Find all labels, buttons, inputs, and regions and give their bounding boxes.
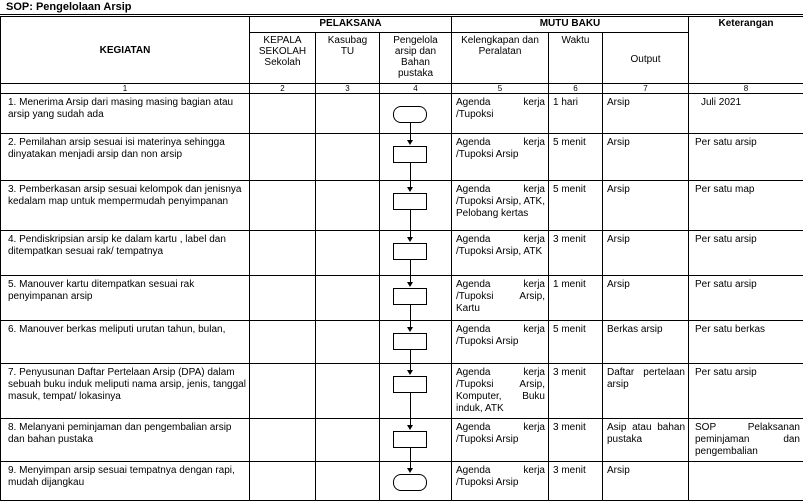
kelengkapan-first-line [456,234,545,246]
kelengkapan-first-line [456,279,545,291]
flowchart-process [393,243,427,260]
kelengkapan-word: Agenda [456,367,490,379]
waktu-cell: 3 menit [549,462,603,501]
kegiatan-cell: 4. Pendiskripsian arsip ke dalam kartu , label dan ditempatkan sesuai rak/ tempatnya [1,231,250,276]
header-kasubag-tu [316,33,380,84]
kasubag-tu-cell [316,231,380,276]
column-number: 7 [603,84,689,94]
kelengkapan-cell [452,321,549,364]
flowchart-process [393,431,427,448]
kegiatan-cell: 5. Manouver kartu ditempatkan sesuai rak penyimpanan arsip [1,276,250,321]
kelengkapan-cell [452,419,549,462]
header-kepala-line: Sekolah [250,57,315,68]
waktu-cell: 3 menit [549,364,603,419]
kepala-sekolah-cell [250,181,316,231]
table-row [1,134,803,181]
waktu-cell: 5 menit [549,321,603,364]
header-keterangan: Keterangan [689,17,803,84]
kepala-sekolah-cell [250,276,316,321]
output-cell: Arsip [603,276,689,321]
kepala-sekolah-cell [250,231,316,276]
kasubag-tu-cell [316,181,380,231]
header-pengelola-arsip [380,33,452,84]
kasubag-tu-cell [316,134,380,181]
pengelola-flow-cell [380,321,452,364]
sop-table [0,16,803,501]
kelengkapan-rest: /Tupoksi Arsip, Kartu [456,291,545,315]
pengelola-flow-cell [380,276,452,321]
kasubag-tu-cell [316,364,380,419]
kepala-sekolah-cell [250,364,316,419]
kelengkapan-first-line [456,137,545,149]
kelengkapan-rest: /Tupoksi Arsip, ATK, Pelobang kertas [456,196,545,220]
kasubag-tu-cell [316,462,380,501]
table-row [1,419,803,462]
pengelola-flow-cell [380,231,452,276]
kegiatan-cell: 6. Manouver berkas meliputi urutan tahun, bulan, [1,321,250,364]
kelengkapan-first-line [456,184,545,196]
output-cell: Arsip [603,94,689,134]
header-pelaksana: PELAKSANA [250,17,452,33]
flowchart-connector [410,260,411,276]
flowchart-arrowhead [407,282,413,287]
waktu-cell: 5 menit [549,181,603,231]
flowchart-connector [410,393,411,419]
column-number: 1 [1,84,250,94]
waktu-cell: 1 menit [549,276,603,321]
column-number: 4 [380,84,452,94]
kelengkapan-rest: /Tupoksi Arsip [456,477,545,489]
kelengkapan-word: kerja [523,184,545,196]
table-row [1,364,803,419]
title-underline [0,14,803,15]
output-cell: Arsip [603,231,689,276]
column-number: 8 [689,84,803,94]
kelengkapan-word: Agenda [456,279,490,291]
flowchart-terminal [393,474,427,491]
pengelola-flow-cell [380,134,452,181]
keterangan-cell: Per satu berkas [689,321,803,364]
flowchart-arrowhead [407,187,413,192]
keterangan-cell: SOP Pelaksanan peminjaman dan pengembalian [689,419,803,462]
kelengkapan-word: kerja [523,465,545,477]
kelengkapan-rest: /Tupoksi [456,109,545,121]
flowchart-process [393,288,427,305]
column-number: 5 [452,84,549,94]
header-kepala-line: KEPALA [250,35,315,46]
keterangan-cell: Per satu arsip [689,134,803,181]
flowchart-arrowhead [407,140,413,145]
flowchart-connector [410,350,411,364]
kelengkapan-word: kerja [523,279,545,291]
waktu-cell: 3 menit [549,419,603,462]
kelengkapan-word: kerja [523,137,545,149]
kasubag-tu-cell [316,94,380,134]
kegiatan-cell: 7. Penyusunan Daftar Pertelaan Arsip (DPA) dalam sebuah buku induk meliputi nama arsip, jenis, tanggal masuk, tempat/ lokasinya [1,364,250,419]
kelengkapan-cell [452,181,549,231]
output-cell: Berkas arsip [603,321,689,364]
kelengkapan-first-line [456,367,545,379]
header-kepala-line: SEKOLAH [250,46,315,57]
table-row [1,321,803,364]
flowchart-arrowhead [407,237,413,242]
kepala-sekolah-cell [250,94,316,134]
document-title: SOP: Pengelolaan Arsip [6,1,132,14]
header-kelengkapan: Kelengkapan dan Peralatan [452,33,549,84]
kepala-sekolah-cell [250,462,316,501]
header-pengelola-line: Pengelola [380,35,451,46]
header-kasubag-line: Kasubag [316,35,379,46]
pengelola-flow-cell [380,419,452,462]
flowchart-terminal [393,106,427,123]
kelengkapan-word: Agenda [456,97,490,109]
kepala-sekolah-cell [250,419,316,462]
pengelola-flow-cell [380,462,452,501]
kegiatan-cell: 1. Menerima Arsip dari masing masing bagian atau arsip yang sudah ada [1,94,250,134]
kelengkapan-word: Agenda [456,324,490,336]
kelengkapan-cell [452,231,549,276]
column-number: 3 [316,84,380,94]
kelengkapan-cell [452,94,549,134]
kelengkapan-word: kerja [523,367,545,379]
kelengkapan-first-line [456,324,545,336]
header-pengelola-line: arsip dan [380,46,451,57]
keterangan-cell: Per satu map [689,181,803,231]
kelengkapan-cell [452,276,549,321]
kelengkapan-word: Agenda [456,234,490,246]
header-waktu: Waktu [549,33,603,84]
kelengkapan-rest: /Tupoksi Arsip, ATK [456,246,545,258]
kegiatan-cell: 2. Pemilahan arsip sesuai isi materinya sehingga dinyatakan menjadi arsip dan non arsip [1,134,250,181]
table-row [1,462,803,501]
table-row [1,231,803,276]
flowchart-process [393,146,427,163]
kelengkapan-word: kerja [523,324,545,336]
kelengkapan-cell [452,462,549,501]
kegiatan-cell: 9. Menyimpan arsip sesuai tempatnya dengan rapi, mudah dijangkau [1,462,250,501]
kegiatan-cell: 8. Melanyani peminjaman dan pengembalian arsip dan bahan pustaka [1,419,250,462]
header-kegiatan: KEGIATAN [1,17,250,84]
pengelola-flow-cell [380,364,452,419]
flowchart-connector [410,123,411,134]
kelengkapan-word: Agenda [456,422,490,434]
header-output: Output [603,33,689,84]
table-row [1,181,803,231]
keterangan-cell: Per satu arsip [689,364,803,419]
output-cell: Arsip [603,462,689,501]
column-number: 2 [250,84,316,94]
keterangan-cell [689,462,803,501]
flowchart-arrowhead [407,425,413,430]
keterangan-cell: Per satu arsip [689,231,803,276]
header-pengelola-line: pustaka [380,68,451,79]
table-row [1,94,803,134]
kepala-sekolah-cell [250,321,316,364]
kelengkapan-first-line [456,97,545,109]
kepala-sekolah-cell [250,134,316,181]
header-kasubag-line: TU [316,46,379,57]
pengelola-flow-cell [380,181,452,231]
flowchart-arrowhead [407,327,413,332]
kasubag-tu-cell [316,321,380,364]
kelengkapan-rest: /Tupoksi Arsip, Komputer, Buku induk, ATK [456,379,545,415]
kelengkapan-rest: /Tupoksi Arsip [456,336,545,348]
waktu-cell: 3 menit [549,231,603,276]
kasubag-tu-cell [316,419,380,462]
column-number: 6 [549,84,603,94]
flowchart-connector [410,163,411,181]
output-cell: Arsip [603,181,689,231]
waktu-cell: 5 menit [549,134,603,181]
kelengkapan-word: Agenda [456,184,490,196]
kelengkapan-cell [452,364,549,419]
output-cell: Arsip [603,134,689,181]
kelengkapan-word: kerja [523,234,545,246]
kelengkapan-word: kerja [523,422,545,434]
flowchart-connector [410,448,411,462]
kelengkapan-cell [452,134,549,181]
flowchart-process [393,376,427,393]
kelengkapan-first-line [456,422,545,434]
header-pengelola-line: Bahan [380,57,451,68]
kelengkapan-rest: /Tupoksi Arsip [456,434,545,446]
kelengkapan-word: Agenda [456,137,490,149]
flowchart-process [393,333,427,350]
flowchart-connector [410,210,411,231]
header-kepala-sekolah [250,33,316,84]
table-row [1,276,803,321]
header-mutu-baku: MUTU BAKU [452,17,689,33]
kelengkapan-word: Agenda [456,465,490,477]
output-cell: Asip atau bahan pustaka [603,419,689,462]
kelengkapan-first-line [456,465,545,477]
output-cell: Daftar pertelaan arsip [603,364,689,419]
keterangan-cell: Juli 2021 [689,94,803,134]
flowchart-process [393,193,427,210]
flowchart-connector [410,305,411,321]
flowchart-arrowhead [407,468,413,473]
keterangan-cell: Per satu arsip [689,276,803,321]
waktu-cell: 1 hari [549,94,603,134]
flowchart-arrowhead [407,370,413,375]
kelengkapan-word: kerja [523,97,545,109]
kasubag-tu-cell [316,276,380,321]
pengelola-flow-cell [380,94,452,134]
kelengkapan-rest: /Tupoksi Arsip [456,149,545,161]
kegiatan-cell: 3. Pemberkasan arsip sesuai kelompok dan jenisnya kedalam map untuk mempermudah penyimpanan [1,181,250,231]
column-number-row [1,84,803,94]
